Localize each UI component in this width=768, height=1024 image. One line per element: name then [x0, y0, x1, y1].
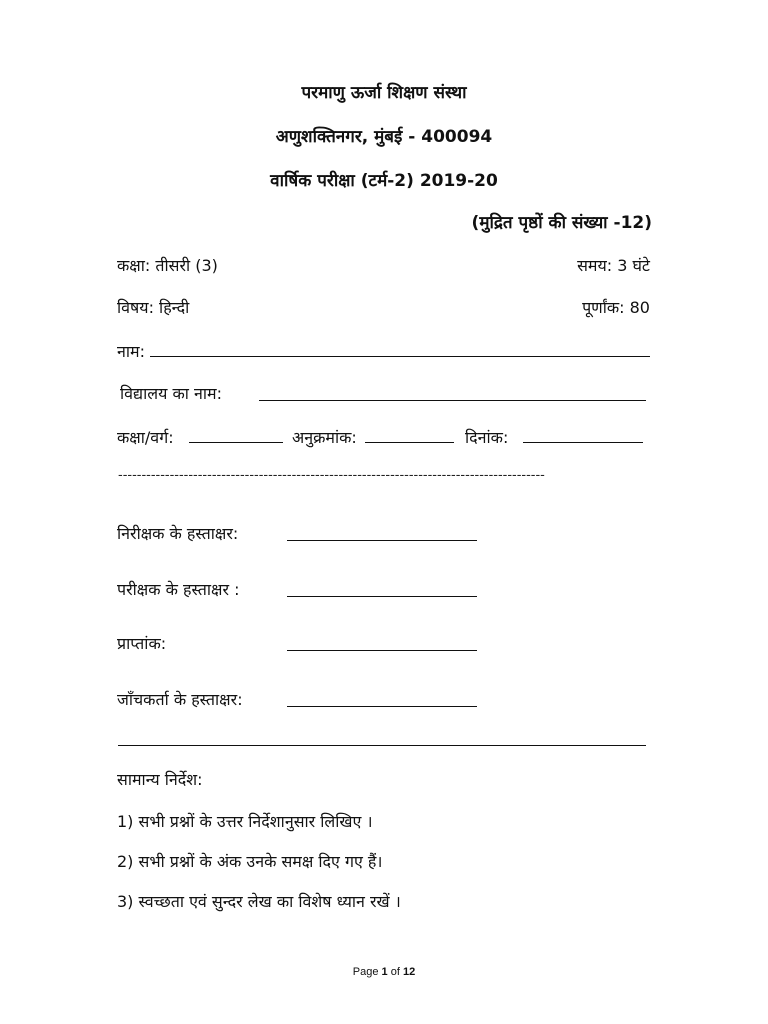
instruction-item: 3) स्वच्छता एवं सुन्दर लेख का विशेष ध्यान रखें । [117, 892, 401, 911]
invigilator-signature-label: निरीक्षक के हस्ताक्षर: [117, 524, 239, 543]
instruction-item: 2) सभी प्रश्नों के अंक उनके समक्ष दिए गए हैं। [117, 852, 383, 871]
instructions-heading: सामान्य निर्देश: [117, 770, 203, 789]
section-divider [118, 745, 646, 746]
page-total: 12 [402, 966, 416, 978]
of-word: of [390, 966, 400, 978]
checker-signature-label: जाँचकर्ता के हस्ताक्षर: [117, 690, 243, 709]
school-name-line [259, 400, 646, 401]
exam-title: वार्षिक परीक्षा (टर्म-2) 2019-20 [270, 171, 498, 191]
school-name-label: विद्यालय का नाम: [120, 384, 222, 403]
subject-label: विषय: हिन्दी [117, 298, 190, 317]
institution-address: अणुशक्तिनगर, मुंबई - 400094 [275, 127, 493, 147]
section-line [189, 442, 283, 443]
date-line [523, 442, 643, 443]
roll-number-line [365, 442, 454, 443]
examiner-signature-line [287, 596, 477, 597]
section-label: कक्षा/वर्ग: [117, 428, 174, 447]
marks-obtained-line [287, 650, 477, 651]
name-label: नाम: [117, 342, 145, 361]
date-label: दिनांक: [465, 428, 509, 447]
page-current: 1 [381, 966, 388, 978]
printed-pages-note: (मुद्रित पृष्ठों की संख्या -12) [471, 213, 652, 233]
institution-name: परमाणु ऊर्जा शिक्षण संस्था [301, 83, 467, 103]
checker-signature-line [287, 706, 477, 707]
invigilator-signature-line [287, 540, 477, 541]
roll-number-label: अनुक्रमांक: [292, 428, 357, 447]
instruction-item: 1) सभी प्रश्नों के उत्तर निर्देशानुसार लिखिए । [117, 812, 373, 831]
examiner-signature-label: परीक्षक के हस्ताक्षर : [117, 580, 240, 599]
page-word: Page [352, 966, 379, 978]
dashed-separator: ------------------------------------------------------------------------------------------- [118, 468, 545, 483]
marks-obtained-label: प्राप्तांक: [117, 634, 167, 653]
full-marks-label: पूर्णांक: 80 [582, 298, 650, 317]
page-footer [0, 966, 768, 978]
name-line [150, 356, 650, 357]
class-label: कक्षा: तीसरी (3) [117, 256, 218, 275]
time-label: समय: 3 घंटे [577, 256, 650, 275]
